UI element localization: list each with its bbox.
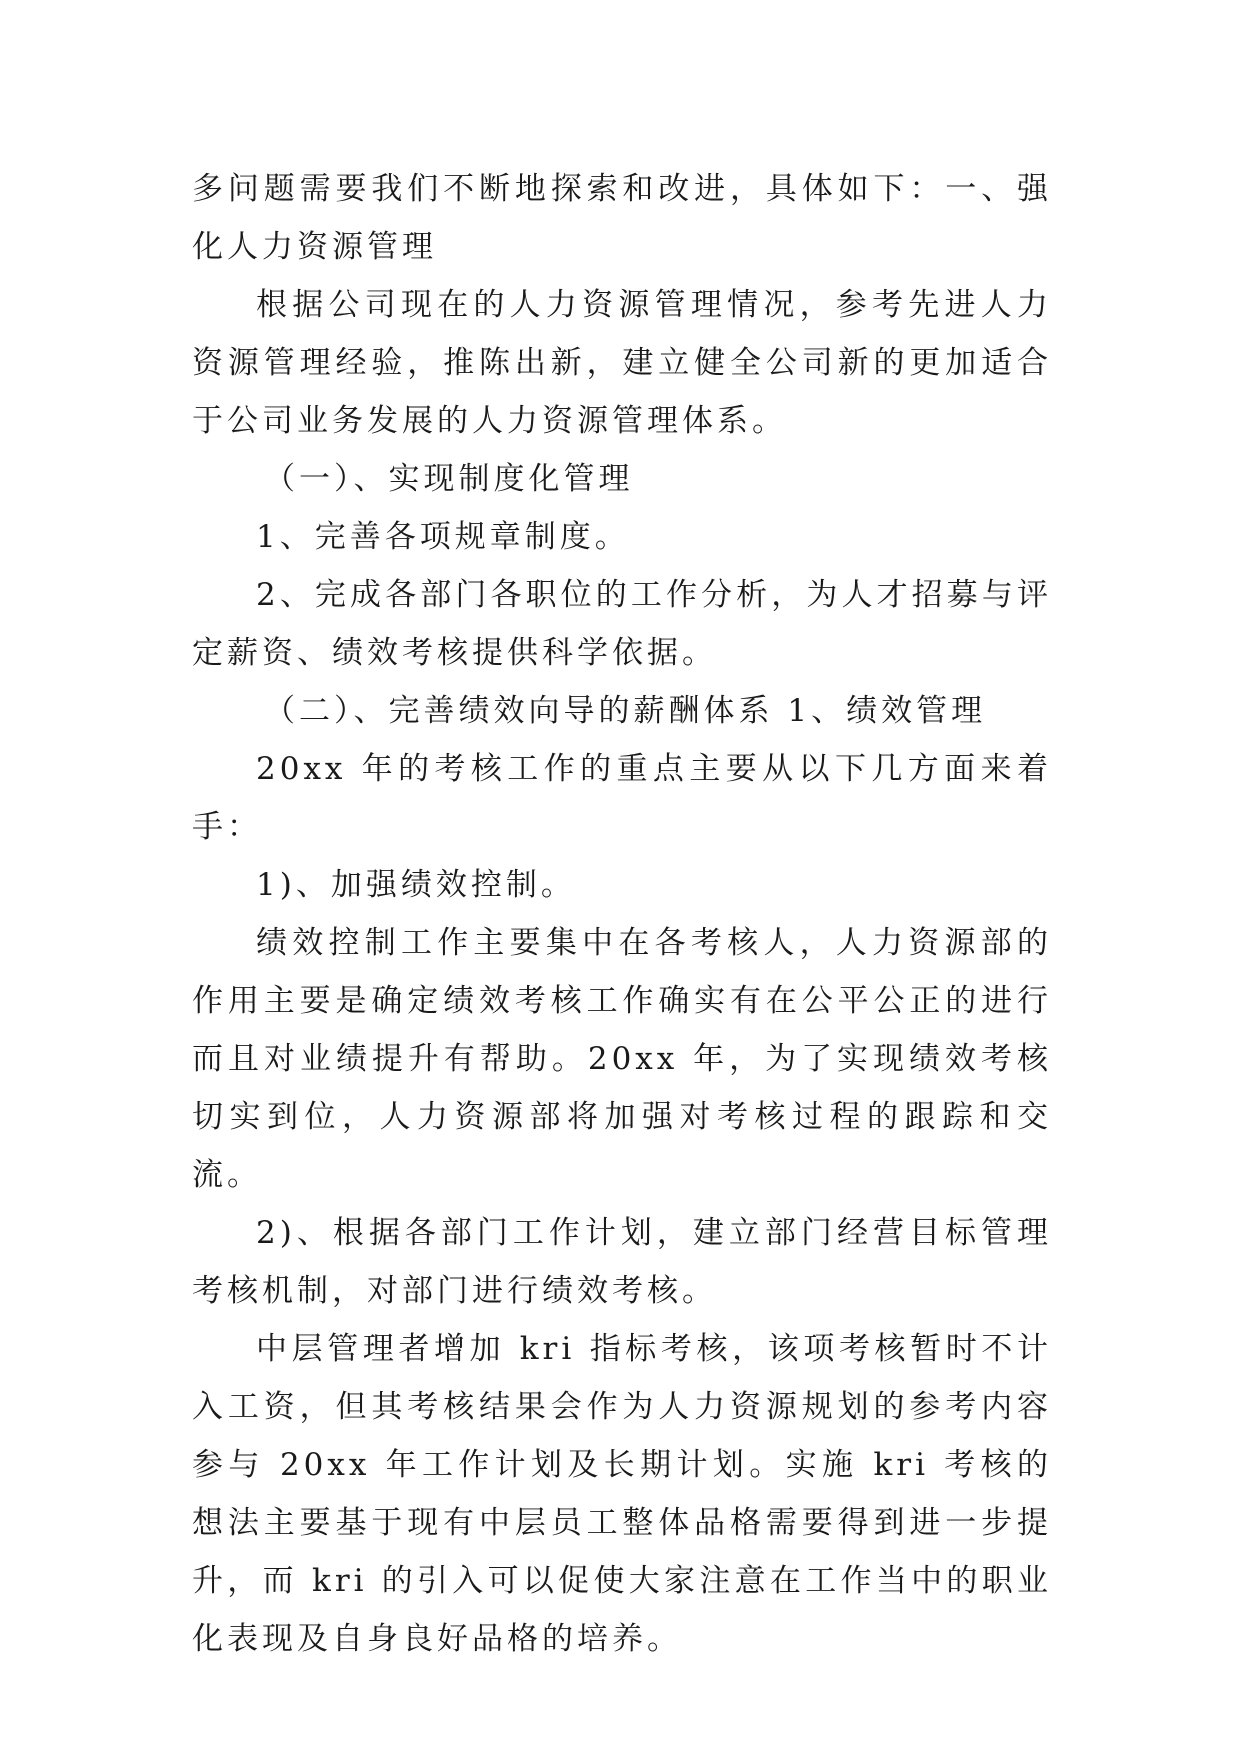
paragraph-11: 中层管理者增加 kri 指标考核，该项考核暂时不计入工资，但其考核结果会作为人力资源规划的参考内容参与 20xx 年工作计划及长期计划。实施 kri 考核的想法主要基于现有中层员工整体品格需要得到进一步提升，而 kri 的引入可以促使大家注意在工作当中的职业化表现及自身良好品格的培养。 — [192, 1331, 1052, 1657]
paragraph-8: 1)、加强绩效控制。 — [256, 867, 576, 903]
paragraph-7: 20xx 年的考核工作的重点主要从以下几方面来着手： — [192, 751, 1052, 845]
paragraph-5: 2、完成各部门各职位的工作分析，为人才招募与评定薪资、绩效考核提供科学依据。 — [192, 577, 1052, 671]
paragraph-4: 1、完善各项规章制度。 — [256, 519, 630, 555]
paragraph-9: 绩效控制工作主要集中在各考核人，人力资源部的作用主要是确定绩效考核工作确实有在公平公正的进行而且对业绩提升有帮助。20xx 年，为了实现绩效考核切实到位，人力资源部将加强对考核过程的跟踪和交流。 — [192, 925, 1052, 1193]
paragraph-1: 多问题需要我们不断地探索和改进，具体如下：一、强化人力资源管理 — [192, 171, 1052, 265]
section-heading-1: （一）、实现制度化管理 — [264, 461, 634, 497]
section-heading-2: （二）、完善绩效向导的薪酬体系 1、绩效管理 — [264, 693, 987, 729]
document-body — [192, 160, 1052, 1668]
paragraph-10: 2)、根据各部门工作计划，建立部门经营目标管理考核机制，对部门进行绩效考核。 — [192, 1215, 1052, 1309]
paragraph-2: 根据公司现在的人力资源管理情况，参考先进人力资源管理经验，推陈出新，建立健全公司新的更加适合于公司业务发展的人力资源管理体系。 — [192, 287, 1052, 439]
